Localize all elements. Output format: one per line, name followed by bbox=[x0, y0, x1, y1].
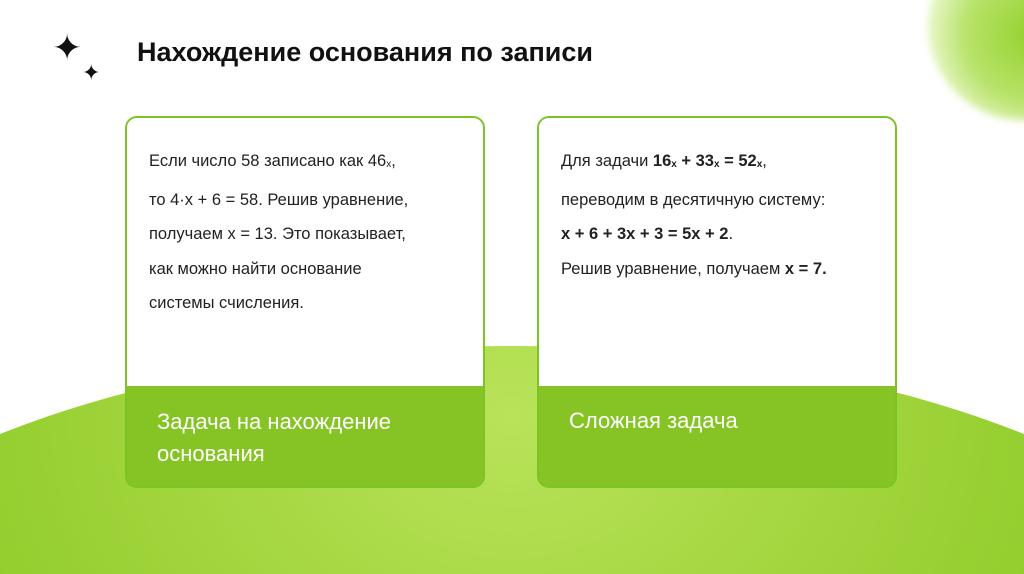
green-blob-decoration bbox=[928, 0, 1024, 120]
card-label: Задача на нахождение основания bbox=[157, 409, 392, 466]
card-body bbox=[561, 144, 881, 286]
card-line: получаем x = 13. Это показывает, bbox=[149, 225, 406, 243]
card-line: Для задачи 16x + 33x = 52x, bbox=[561, 152, 767, 170]
card-line: x + 6 + 3x + 3 = 5x + 2. bbox=[561, 225, 734, 243]
card-label: Сложная задача bbox=[569, 408, 738, 433]
card-line: Если число 58 записано как 46x, bbox=[149, 152, 396, 170]
card-line: переводим в десятичную систему: bbox=[561, 190, 826, 209]
sparkle-icon: ✦ bbox=[52, 27, 83, 68]
card-base-finding bbox=[125, 116, 485, 488]
card-line: то 4·x + 6 = 58. Решив уравнение, bbox=[149, 190, 409, 209]
card-line: как можно найти основание bbox=[149, 259, 362, 278]
card-line: системы счисления. bbox=[149, 294, 304, 312]
sparkle-icon: ✦ bbox=[82, 60, 101, 85]
card-body bbox=[149, 144, 469, 321]
card-line: Решив уравнение, получаем x = 7. bbox=[561, 259, 827, 278]
slide-title: Нахождение основания по записи bbox=[137, 37, 593, 67]
card-complex-task bbox=[537, 116, 897, 488]
